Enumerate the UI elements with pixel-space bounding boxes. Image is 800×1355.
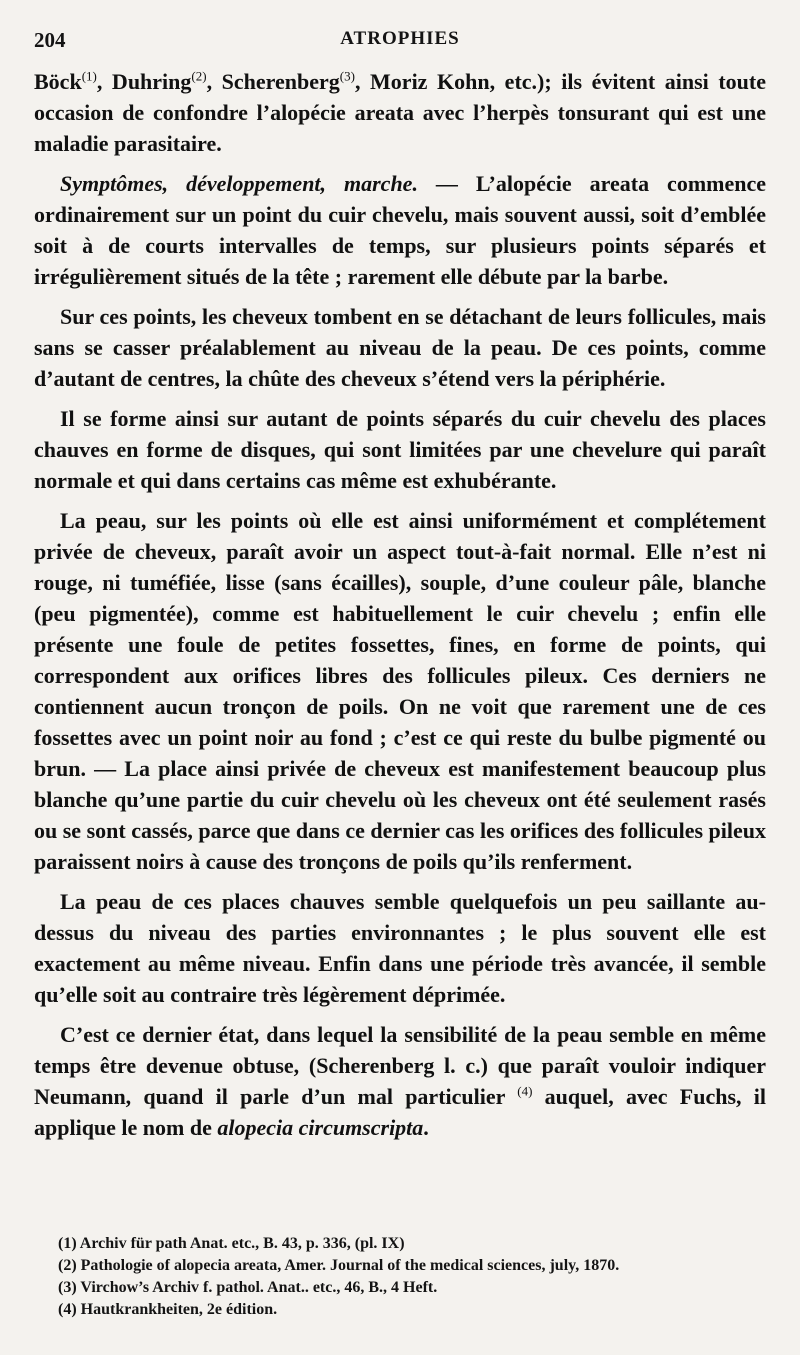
paragraph-neumann [34, 1019, 766, 1143]
text-span: , Scherenberg [206, 69, 340, 94]
paragraph-continuation [34, 66, 766, 159]
footnote-ref-2: (2) [191, 68, 207, 84]
text-span: . [423, 1115, 429, 1140]
text-span: , Duhring [96, 69, 192, 94]
footnote-ref-1: (1) [81, 68, 97, 84]
footnote-ref-3: (3) [339, 68, 355, 84]
text-span: Böck [34, 69, 82, 94]
footnote-ref-4: (4) [517, 1083, 533, 1099]
page-number: 204 [34, 28, 66, 52]
running-title: ATROPHIES [340, 28, 460, 49]
text-span: , Moriz Kohn, etc.); ils évitent ainsi toute occasion de confondre l’alopécie areata avec l’herpès tonsurant qui est une maladie parasitaire. [34, 69, 766, 156]
footnote: (3) Virchow’s Archiv f. pathol. Anat.. etc., 46, B., 4 Heft. [58, 1279, 438, 1296]
page-header [34, 28, 766, 58]
section-heading: Symptômes, développement, marche. [60, 171, 418, 196]
footnote: (1) Archiv für path Anat. etc., B. 43, p. 336, (pl. IX) [58, 1235, 405, 1252]
footnote: (2) Pathologie of alopecia areata, Amer. Journal of the medical sciences, july, 1870. [58, 1257, 620, 1274]
text-span: auquel, avec Fuchs, il applique le nom de [34, 1084, 766, 1140]
body-text [34, 66, 766, 1152]
footnote: (4) Hautkrankheiten, 2e édition. [58, 1301, 278, 1318]
paragraph: Sur ces points, les cheveux tombent en se détachant de leurs follicules, mais sans se casser préalablement au niveau de la peau. De ces points, comme d’autant de centres, la chûte des cheveux s’étend vers la périphérie. [34, 304, 766, 391]
paragraph: La peau, sur les points où elle est ainsi uniformément et complétement privée de cheveux, paraît avoir un aspect tout-à-fait normal. Elle n’est ni rouge, ni tuméfiée, lisse (sans écailles), souple, d’une couleur pâle, blanche (peu pigmentée), comme est habituellement le cuir chevelu ; enfin elle présente une foule de petites fossettes, fines, en forme de points, qui correspondent aux orifices libres des follicules pileux. Ces derniers ne contiennent aucun tronçon de poils. On ne voit que rarement une de ces fossettes avec un point noir au fond ; c’est ce qui reste du bulbe pigmenté ou brun. — La place ainsi privée de cheveux est manifestement beaucoup plus blanche qu’une partie du cuir chevelu où les cheveux ont été seulement rasés ou se sont cassés, parce que dans ce dernier cas les orifices des follicules pileux paraissent noirs à cause des tronçons de poils qu’ils renferment. [34, 508, 766, 874]
paragraph: La peau de ces places chauves semble quelquefois un peu saillante au-dessus du niveau des parties environnantes ; le plus souvent elle est exactement au même niveau. Enfin dans une période très avancée, il semble qu’elle soit au contraire très légèrement déprimée. [34, 889, 766, 1007]
text-span: C’est ce dernier état, dans lequel la sensibilité de la peau semble en même temps être devenue obtuse, (Scherenberg l. c.) que paraît vouloir indiquer Neumann, quand il parle d’un mal particulier [34, 1022, 766, 1109]
paragraph-symptomes [34, 168, 766, 292]
paragraph: Il se forme ainsi sur autant de points séparés du cuir chevelu des places chauves en forme de disques, qui sont limitées par une chevelure qui paraît normale et qui dans certains cas même est exhubérante. [34, 406, 766, 493]
text-span: — L’alopécie areata commence ordinairement sur un point du cuir chevelu, mais souvent aussi, soit d’emblée soit à de courts intervalles de temps, sur plusieurs points séparés et irrégulièrement situés de la tête ; rarement elle débute par la barbe. [34, 171, 766, 289]
latin-term: alopecia circumscripta [217, 1115, 424, 1140]
footnotes [58, 1233, 778, 1321]
